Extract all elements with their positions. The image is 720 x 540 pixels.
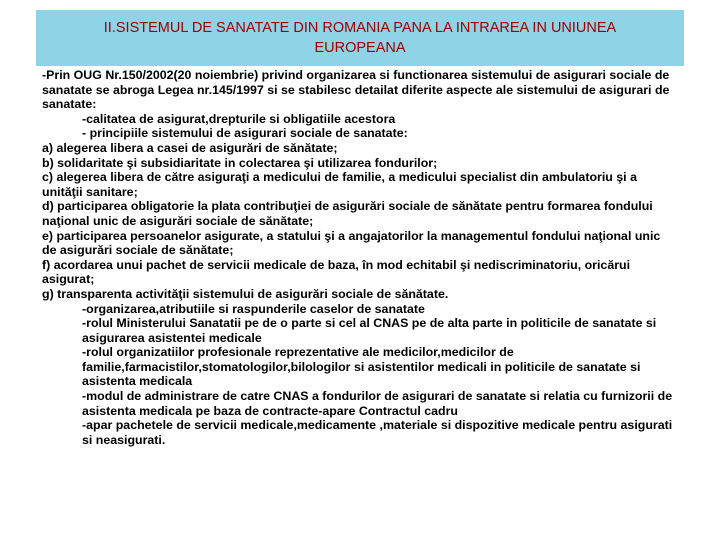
body-paragraph-minister: -rolul Ministerului Sanatatii pe de o parte si cel al CNAS pe de alta parte in politicile de sanatate si asigurarea asistentei medicale <box>82 316 657 345</box>
principle-item-g: g) transparenta activităţii sistemului de asigurări sociale de sănătate. <box>42 286 449 301</box>
slide-body <box>42 68 674 447</box>
body-paragraph-organizare: -organizarea,atributiile si raspunderile caselor de sanatate <box>82 301 425 316</box>
principle-item-c: c) alegerea libera de către asiguraţi a medicului de familie, a medicului specialist din ambulatoriu şi a unităţii sanitare; <box>42 170 637 199</box>
principle-item-d: d) participarea obligatorie la plata contribuţiei de asigurări sociale de sănătate pentru formarea fondului naţional unic de asigurări sociale de sănătate; <box>42 199 653 228</box>
body-paragraph-principii: - principiile sistemului de asigurari sociale de sanatate: <box>82 126 408 141</box>
body-paragraph-intro: -Prin OUG Nr.150/2002(20 noiembrie) privind organizarea si functionarea sistemului de asigurari sociale de sanatate se abroga Legea nr.145/1997 si se stabilesc detailat diferite aspecte ale sistemului de asigurari de sanatate: <box>42 68 670 112</box>
body-paragraph-cnas: -modul de administrare de catre CNAS a fondurilor de asigurari de sanatate si relatia cu furnizorii de asistenta medicala pe baza de contracte-apare Contractul cadru <box>82 389 673 418</box>
slide-title <box>74 18 646 58</box>
principle-item-b: b) solidaritate şi subsidiaritate in colectarea şi utilizarea fondurilor; <box>42 155 438 170</box>
body-paragraph-pachete: -apar pachetele de servicii medicale,medicamente ,materiale si dispozitive medicale pentru asigurati si neasigurati. <box>82 418 673 447</box>
body-paragraph-asigurat: -calitatea de asigurat,drepturile si obligatiile acestora <box>82 111 396 126</box>
slide-title-line2: EUROPEANA <box>314 40 406 56</box>
title-banner <box>36 10 684 66</box>
principle-item-a: a) alegerea libera a casei de asigurări de sănătate; <box>42 140 338 155</box>
body-paragraph-organizatii: -rolul organizatiilor profesionale reprezentative ale medicilor,medicilor de familie,farmacistilor,stomatologilor,bilologilor si asistentilor medicali in politicile de sanatate si asistenta medicala <box>82 345 641 389</box>
principle-item-f: f) acordarea unui pachet de servicii medicale de baza, în mod echitabil şi nediscriminatoriu, oricărui asigurat; <box>42 257 631 287</box>
principle-item-e: e) participarea persoanelor asigurate, a statului şi a angajatorilor la managementul fondului naţional unic de asigurări sociale de sănătate; <box>42 228 661 258</box>
slide-title-line1: II.SISTEMUL DE SANATATE DIN ROMANIA PANA LA INTRAREA IN UNIUNEA <box>103 20 617 36</box>
